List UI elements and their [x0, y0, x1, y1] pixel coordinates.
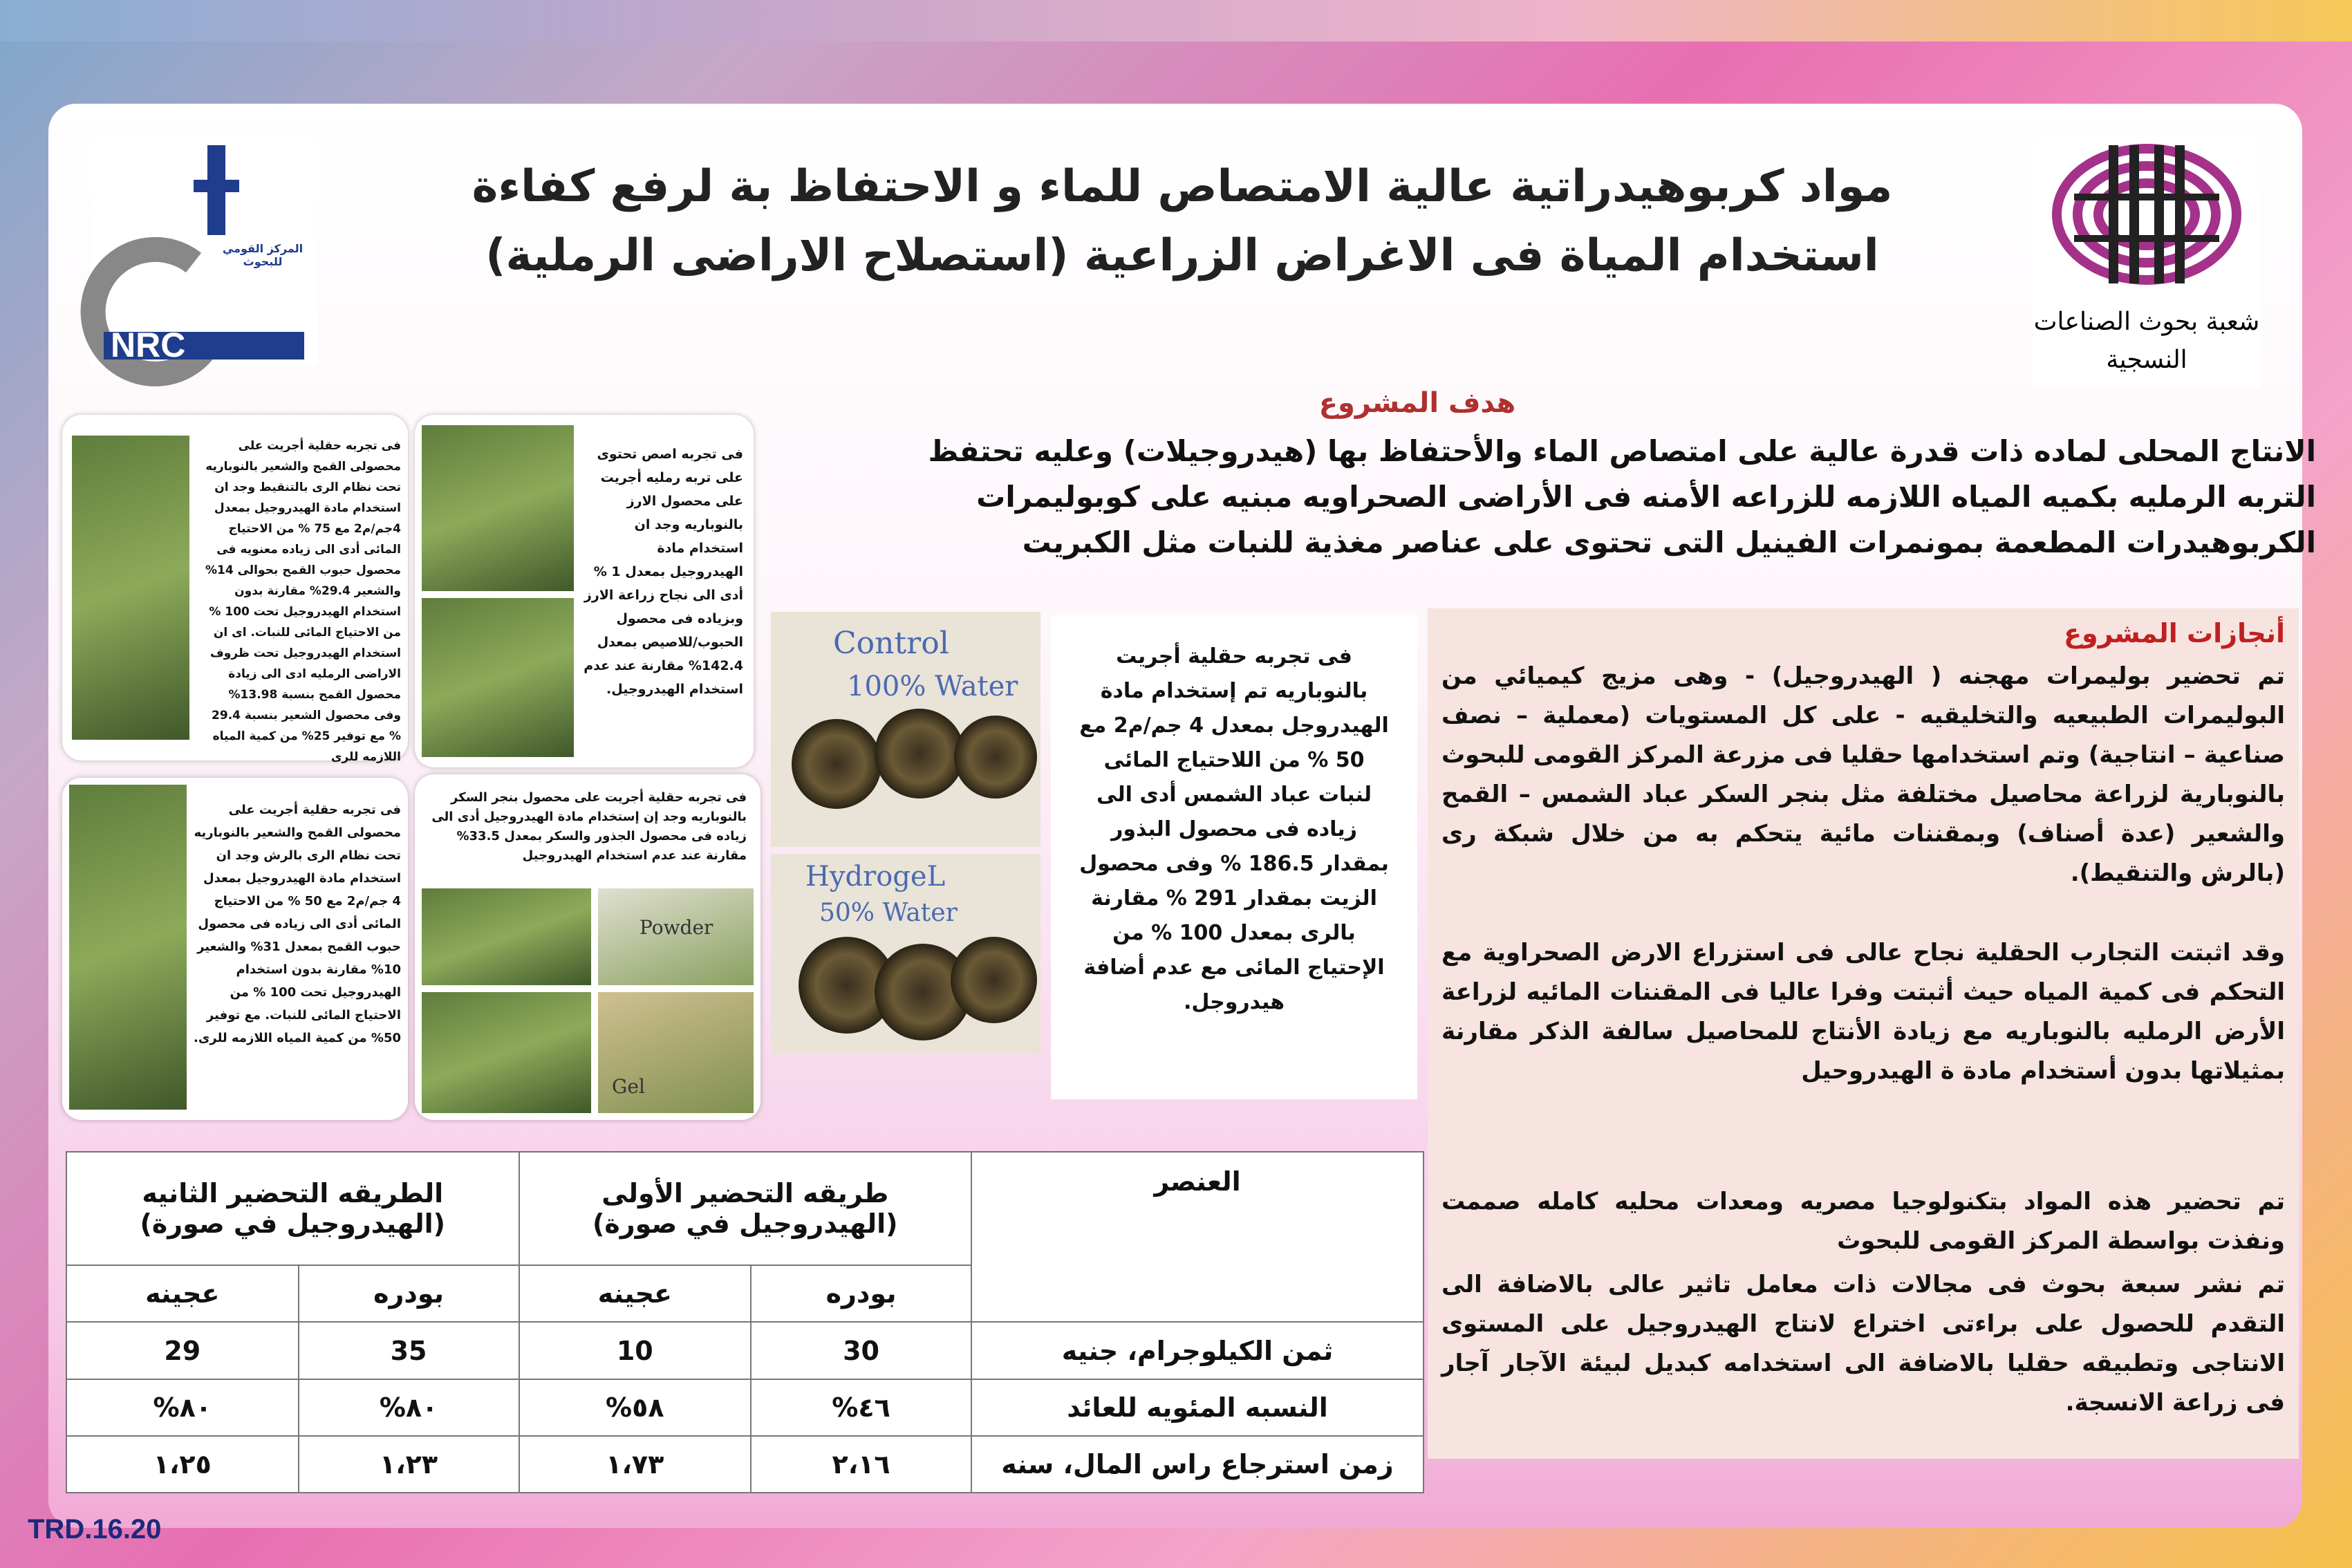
sunflower-head — [875, 709, 964, 799]
row-label: ثمن الكيلوجرام، جنيه — [971, 1322, 1424, 1379]
sunflower-hydrogel-photo — [771, 854, 1040, 1054]
achievements-paragraph-4: تم نشر سبعة بحوث فى مجالات ذات معامل تاثير عالى بالاضافة الى التقدم للحصول على براءتى اختراع لانتاج الهيدروجيل على المستوى الانتاجى وتطبيقه حقليا بالاضافة الى استخدامه كبديل لبيئة الآجار آجار فى زراعة الانسجة. — [1441, 1271, 2285, 1417]
title-line-2: استخدام المياة فى الاغراض الزراعية (استصلاح الاراضى الرملية) — [485, 230, 1879, 281]
cell: ١،٢٣ — [299, 1436, 519, 1493]
cell: ٨٠% — [299, 1379, 519, 1436]
sunflower-control-photo — [771, 612, 1040, 847]
sunflower-head — [792, 719, 881, 809]
powder-photo — [598, 888, 754, 985]
card-rice-pots — [415, 415, 754, 767]
sunflower-caption-box — [1051, 615, 1417, 1099]
gel-label: Gel — [612, 1075, 645, 1098]
control-label-1: Control — [833, 626, 949, 661]
table-header-element: العنصر — [971, 1152, 1424, 1322]
card-wheat-sprinkler-text: فى تجربه حقلية أجريت على محصولى القمح والشعير بالنوباريه تحت نظام الرى بالرش وجد ان استخدام مادة الهيدروجيل بمعدل 4 جم/م2 مع 50 % من الاحتياج المائى أدى الى زياده فى محصول حبوب القمح بمعدل 31% والشعير 10% مقارنة بدون استخدام الهيدروجيل تحت 100 % من الاحتياج المائى للنبات. مع توفير 50% من كمية المياه اللازمه للرى. — [194, 803, 401, 1045]
cell: ١،٢٥ — [66, 1436, 299, 1493]
cell: ٨٠% — [66, 1379, 299, 1436]
beet-harvest-photo — [422, 992, 591, 1113]
table-subheader-powder: بودره — [299, 1265, 519, 1322]
cell: 10 — [519, 1322, 752, 1379]
card-wheat-drip-text: فى تجربه حقلية أجريت على محصولى القمح والشعير بالنوباريه تحت نظام الرى بالتنقيط وجد ان استخدام مادة الهيدروجيل بمعدل 4جم/م2 مع 75 % من الاحتياج المائى أدى الى زياده معنويه فى محصول حبوب القمح بحوالى 14% والشعير 29.4% مقارنة بدون استخدام الهيدروجيل تحت 100 % من الاحتياج المائى للنبات. اى ان استخدام الهيدروجيل تحت ظروف الاراضى الرمليه ادى الى زيادة محصول القمح بنسبة 13.98% وفى محصول الشعير بنسبة 29.4 % مع توفير 25% من كمية المياه اللازمه للرى — [205, 439, 401, 764]
sprinkler-field-photo — [69, 785, 187, 1110]
method1-title: طريقه التحضير الأولى — [601, 1178, 889, 1209]
textile-division-logo — [2033, 138, 2261, 387]
sunflower-head — [951, 937, 1037, 1023]
achievements-paragraph-1: تم تحضير بوليمرات مهجنه ( الهيدروجيل) - وهى مزيج كيميائي من البوليمرات الطبيعيه والتخليقيه - على كل المستويات (معملية – نصف صناعية – انتاجية) وتم استخدامها حقليا فى مزرعة المركز القومى للبحوث بالنوبارية لزراعة محاصيل مختلفة مثل بنجر السكر عباد الشمس – القمح والشعير (عدة أصناف) وبمقننات مائية يتحكم به من خلال شبكة رى (بالرش والتنقيط). — [1441, 662, 2285, 887]
method1-sub: (الهيدروجيل في صورة) — [592, 1208, 898, 1240]
goal-line-2: التربه الرمليه بكميه المياه اللازمه للزراعه الأمنه فى الأراضى الصحراويه مبنيه على كوبوليمرات — [976, 480, 2316, 514]
sunflower-head — [954, 716, 1037, 799]
achievements-heading: أنجازات المشروع — [2064, 618, 2285, 648]
cost-table — [66, 1151, 1424, 1493]
card-wheat-sprinkler — [62, 778, 408, 1120]
cell: ٢،١٦ — [751, 1436, 971, 1493]
cell: 30 — [751, 1322, 971, 1379]
hydrogel-label-1: HydrogeL — [805, 861, 946, 893]
sunflower-caption: فى تجربه حقلية أجريت بالنوباريه تم إستخدام مادة الهيدروجل بمعدل 4 جم/م2 مع 50 % من اللاحتياج المائى لنبات عباد الشمس أدى الى زياده فى محصول البذور بمقدار 186.5 % وفى محصول الزيت بمقدار 291 % مقارنة بالرى بمعدل 100 % من الإحتياج المائى مع عدم أضافة هيدروجل. — [1079, 644, 1389, 1014]
row-label: النسبه المئويه للعائد — [971, 1379, 1424, 1436]
rice-photo-bottom — [422, 598, 574, 757]
method2-sub: (الهيدروجيل في صورة) — [140, 1208, 446, 1240]
nrc-letters: NRC — [111, 326, 186, 364]
achievements-paragraph-3: تم تحضير هذه المواد بتكنولوجيا مصريه ومعدات محليه كامله صممت ونفذت بواسطة المركز القومى للبحوث — [1441, 1188, 2285, 1255]
textile-logo-line2: النسجية — [2106, 346, 2187, 374]
goal-heading: هدف المشروع — [1318, 387, 1516, 419]
hydrogel-label-2: 50% Water — [819, 899, 958, 927]
table-subheader-paste: عجينه — [519, 1265, 752, 1322]
row-label: زمن استرجاع راس المال، سنه — [971, 1436, 1424, 1493]
cell: ١،٧٣ — [519, 1436, 752, 1493]
top-band — [0, 0, 2352, 41]
cell: 29 — [66, 1322, 299, 1379]
method2-title: الطريقه التحضير الثانيه — [142, 1178, 444, 1209]
cell: 35 — [299, 1322, 519, 1379]
gel-photo — [598, 992, 754, 1113]
rice-photo-top — [422, 425, 574, 591]
table-subheader-paste: عجينه — [66, 1265, 299, 1322]
control-label-2: 100% Water — [847, 671, 1018, 702]
goal-line-3: الكربوهيدرات المطعمة بمونمرات الفينيل التى تحتوى على عناصر مغذية للنبات مثل الكبريت — [1022, 525, 2316, 559]
card-rice-text: فى تجربه اصص تحتوى على تربه رمليه أجريت على محصول الارز بالنوباريه وجد ان استخدام مادة الهيدروجيل بمعدل 1 % أدى الى نجاح زراعة الارز وبزياده فى محصول الحبوب/للاصيص بمعدل 142.4% مقارنة عند عدم استخدام الهيدروجيل. — [584, 447, 743, 697]
card-wheat-drip — [62, 415, 408, 764]
page-title — [387, 152, 1977, 290]
card-sugar-beet-text: فى تجربه حقلية أجريت على محصول بنجر السكر بالنوباريه وجد إن إستخدام مادة الهيدروجيل أدى الى زياده فى محصول الجذور والسكر بمعدل 33.5% مقارنة عند عدم استخدام الهيدروجيل — [431, 790, 747, 863]
table-row — [66, 1436, 1424, 1493]
table-header-method1 — [519, 1152, 971, 1265]
powder-label: Powder — [640, 916, 713, 939]
goal-line-1: الانتاج المحلى لماده ذات قدرة عالية على امتصاص الماء والأحتفاظ بها (هيدروجيلات) وعليه تحتفظ — [928, 434, 2316, 468]
achievements-box — [1428, 608, 2299, 1459]
nrc-logo — [90, 138, 318, 366]
textile-logo-line1: شعبة بحوث الصناعات — [2033, 308, 2260, 336]
card-sugar-beet — [415, 774, 760, 1120]
table-row — [66, 1379, 1424, 1436]
nrc-logo-text: المركز القومي للبحوث — [222, 242, 304, 268]
table-row — [66, 1322, 1424, 1379]
table-header-method2 — [66, 1152, 519, 1265]
table-subheader-powder: بودره — [751, 1265, 971, 1322]
goal-text — [760, 429, 2316, 566]
achievements-paragraph-2: وقد اثبتت التجارب الحقلية نجاح عالى فى استزراع الارض الصحراوية مع التحكم فى كمية المياه حيث أثبتت وفرا عاليا فى المقننات المائيه لزراعة الأرض الرمليه بالنوباريه مع زيادة الأنتاج للمحاصيل سالفة الذكر مقارنة بمثيلاتها بدون أستخدام مادة ة الهيدروحيل — [1441, 939, 2285, 1085]
cell: ٥٨% — [519, 1379, 752, 1436]
beet-field-photo — [422, 888, 591, 985]
cell: ٤٦% — [751, 1379, 971, 1436]
wheat-field-photo — [72, 436, 189, 740]
title-line-1: مواد كربوهيدراتية عالية الامتصاص للماء و الاحتفاظ بة لرفع كفاءة — [472, 161, 1893, 212]
poster-code: TRD.16.20 — [28, 1514, 162, 1544]
